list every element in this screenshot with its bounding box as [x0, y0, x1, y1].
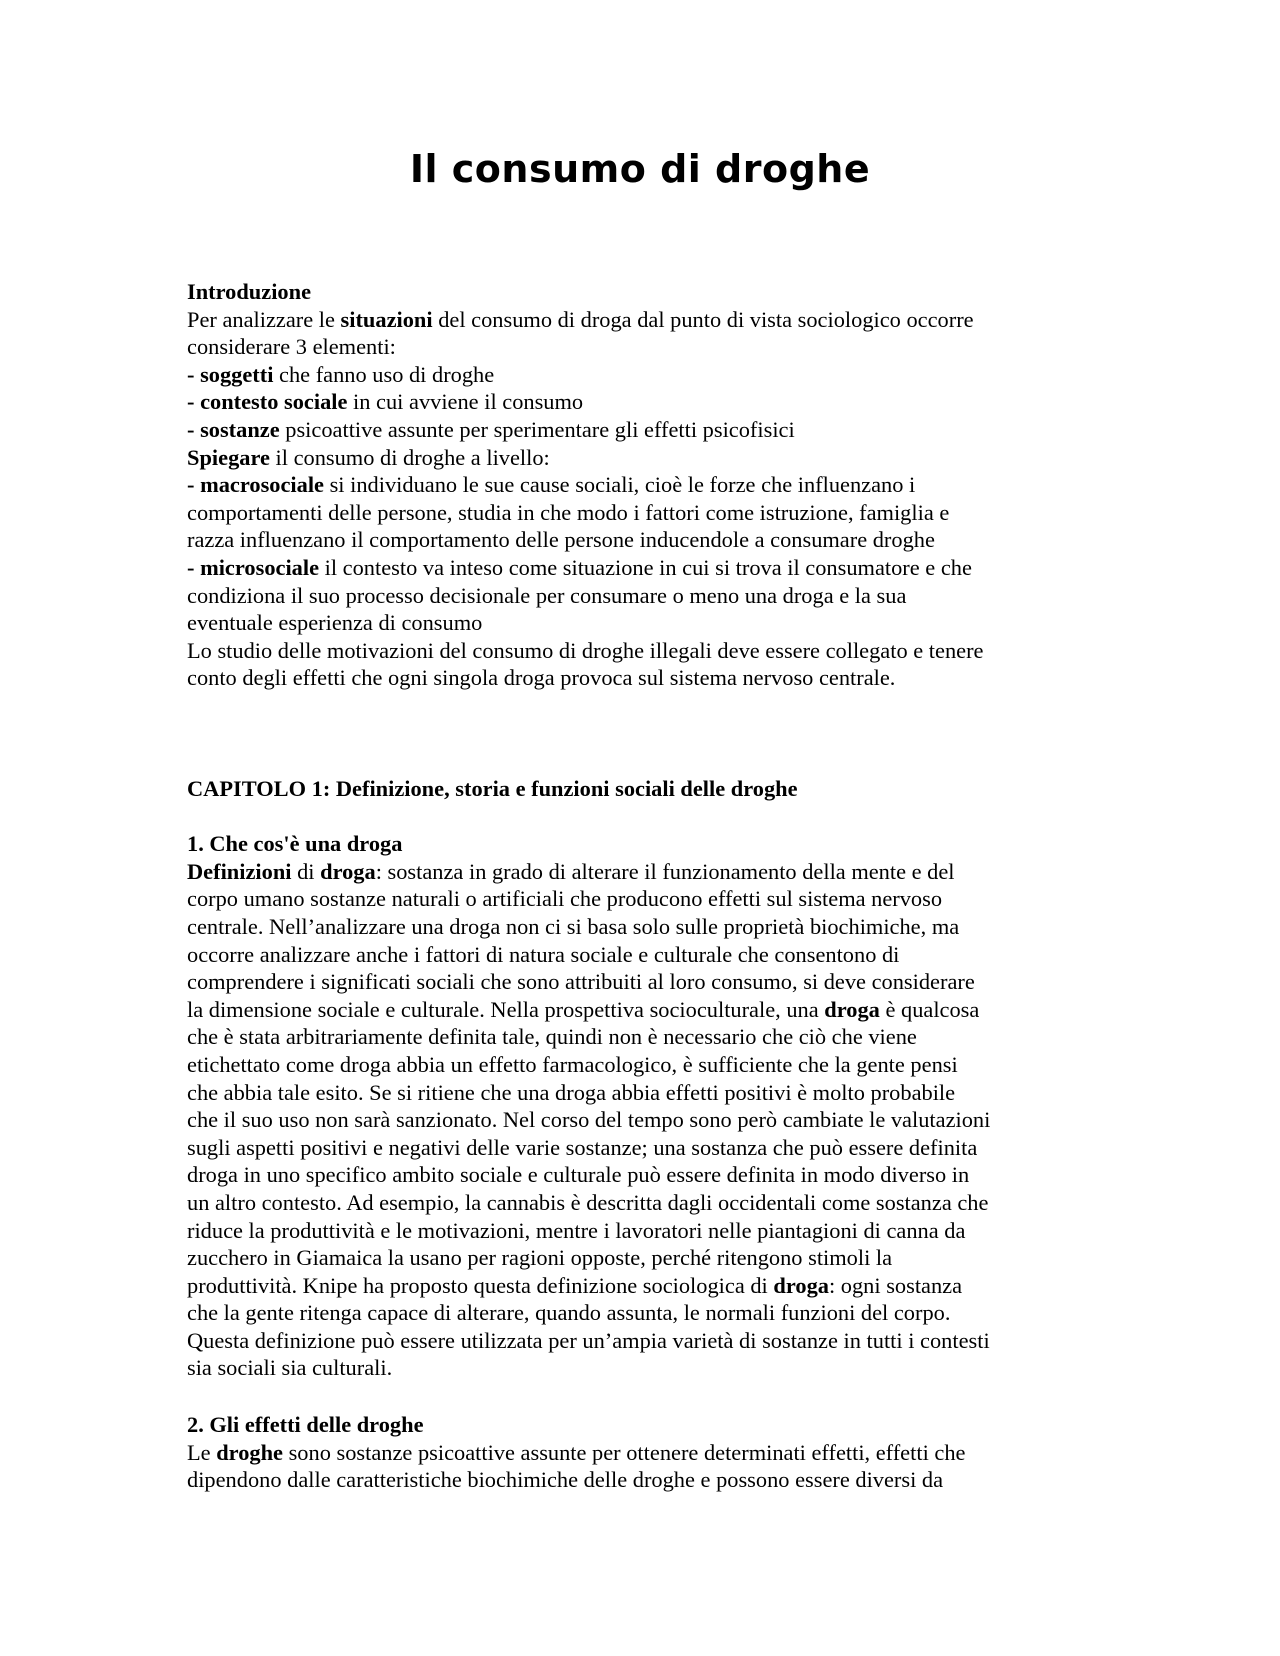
bold-term: contesto sociale [200, 389, 348, 415]
text-run: : ogni sostanza [828, 1272, 963, 1298]
list-dash: - [187, 389, 201, 415]
bold-term: soggetti [200, 361, 274, 387]
text-run: del consumo di droga dal punto di vista sociologico occorre [432, 306, 974, 332]
paragraph-line: comportamenti delle persone, studia in che modo i fattori come istruzione, famiglia e [187, 499, 950, 525]
bold-term: droga [320, 858, 376, 884]
text-run: Le [187, 1439, 217, 1465]
paragraph-line: razza influenzano il comportamento delle persone inducendole a consumare droghe [187, 527, 935, 553]
text-run: produttività. Knipe ha proposto questa definizione sociologica di [187, 1272, 774, 1298]
paragraph-line: sia sociali sia culturali. [187, 1355, 393, 1381]
text-run: psicoattive assunte per sperimentare gli effetti psicofisici [279, 416, 795, 442]
text-run: in cui avviene il consumo [347, 389, 584, 415]
chapter-heading: CAPITOLO 1: Definizione, storia e funzioni sociali delle droghe [187, 776, 798, 801]
paragraph-line: che la gente ritenga capace di alterare, quando assunta, le normali funzioni del corpo. [187, 1300, 951, 1326]
paragraph-line [187, 306, 1087, 334]
paragraph-line: un altro contesto. Ad esempio, la cannabis è descritta dagli occidentali come sostanza che [187, 1189, 989, 1215]
text-run: si individuano le sue cause sociali, cioè le forze che influenzano i [324, 472, 916, 498]
bold-term: droghe [216, 1439, 283, 1465]
text-run: che fanno uso di droghe [273, 361, 495, 387]
bold-term: situazioni [340, 306, 433, 332]
text-run: di [291, 858, 321, 884]
paragraph-line: etichettato come droga abbia un effetto farmacologico, è sufficiente che la gente pensi [187, 1051, 958, 1077]
paragraph-line: Lo studio delle motivazioni del consumo di droghe illegali deve essere collegato e tenere [187, 637, 984, 663]
paragraph-line: occorre analizzare anche i fattori di natura sociale e culturale che consentono di [187, 941, 900, 967]
list-item [187, 471, 1087, 499]
paragraph-line [187, 858, 1087, 886]
bold-term: droga [824, 996, 880, 1022]
list-dash: - [187, 554, 201, 580]
list-dash: - [187, 472, 201, 498]
text-run: : sostanza in grado di alterare il funzionamento della mente e del [375, 858, 955, 884]
text-run: la dimensione sociale e culturale. Nella prospettiva socioculturale, una [187, 996, 825, 1022]
text-run: sono sostanze psicoattive assunte per ottenere determinati effetti, effetti che [283, 1439, 966, 1465]
bold-term: droga [773, 1272, 829, 1298]
paragraph-line [187, 996, 1087, 1024]
list-item [187, 554, 1087, 582]
paragraph-line: Questa definizione può essere utilizzata per un’ampia varietà di sostanze in tutti i contesti [187, 1327, 990, 1353]
paragraph-line: eventuale esperienza di consumo [187, 610, 483, 636]
list-dash: - [187, 361, 201, 387]
bold-term: macrosociale [200, 472, 324, 498]
paragraph-line: condiziona il suo processo decisionale per consumare o meno una droga e la sua [187, 582, 907, 608]
paragraph-line: droga in uno specifico ambito sociale e culturale può essere definita in modo diverso in [187, 1162, 970, 1188]
paragraph-line [187, 1272, 1087, 1300]
bold-term: microsociale [200, 554, 320, 580]
text-run: è qualcosa [879, 996, 980, 1022]
bold-term: sostanze [200, 416, 280, 442]
list-dash: - [187, 416, 201, 442]
section-2 [187, 1411, 1087, 1494]
blank-line [187, 803, 1087, 831]
chapter-1-section [187, 775, 1087, 1382]
paragraph-line: che il suo uso non sarà sanzionato. Nel corso del tempo sono però cambiate le valutazioni [187, 1107, 991, 1133]
paragraph-line: considerare 3 elementi: [187, 334, 396, 360]
paragraph-line: che abbia tale esito. Se si ritiene che una droga abbia effetti positivi è molto probabile [187, 1079, 956, 1105]
list-item [187, 416, 1087, 444]
paragraph-line: dipendono dalle caratteristiche biochimiche delle droghe e possono essere diversi da [187, 1467, 944, 1493]
paragraph-line: comprendere i significati sociali che sono attribuiti al loro consumo, si deve considerare [187, 969, 975, 995]
document-title: Il consumo di droghe [409, 147, 871, 191]
paragraph-line: sugli aspetti positivi e negativi delle varie sostanze; una sostanza che può essere definita [187, 1134, 978, 1160]
paragraph-line: riduce la produttività e le motivazioni, mentre i lavoratori nelle piantagioni di canna da [187, 1217, 966, 1243]
paragraph-line: zucchero in Giamaica la usano per ragioni opposte, perché ritengono stimoli la [187, 1245, 893, 1271]
paragraph-line: corpo umano sostanze naturali o artificiali che producono effetti sul sistema nervoso [187, 886, 943, 912]
paragraph-line: che è stata arbitrariamente definita tale, quindi non è necessario che ciò che viene [187, 1024, 917, 1050]
paragraph-line: conto degli effetti che ogni singola droga provoca sul sistema nervoso centrale. [187, 665, 896, 691]
text-run: Per analizzare le [187, 306, 341, 332]
paragraph-line [187, 1439, 1087, 1467]
bold-term: Spiegare [187, 444, 270, 470]
introduction-section [187, 278, 1087, 692]
list-item [187, 361, 1087, 389]
text-run: il contesto va inteso come situazione in cui si trova il consumatore e che [319, 554, 972, 580]
text-run: il consumo di droghe a livello: [269, 444, 550, 470]
section-2-heading: 2. Gli effetti delle droghe [187, 1412, 424, 1437]
introduction-heading: Introduzione [187, 279, 312, 304]
paragraph-line: centrale. Nell’analizzare una droga non ci si basa solo sulle proprietà biochimiche, ma [187, 913, 960, 939]
paragraph-line [187, 444, 1087, 472]
bold-term: Definizioni [187, 858, 292, 884]
section-1-heading: 1. Che cos'è una droga [187, 831, 403, 857]
list-item [187, 388, 1087, 416]
